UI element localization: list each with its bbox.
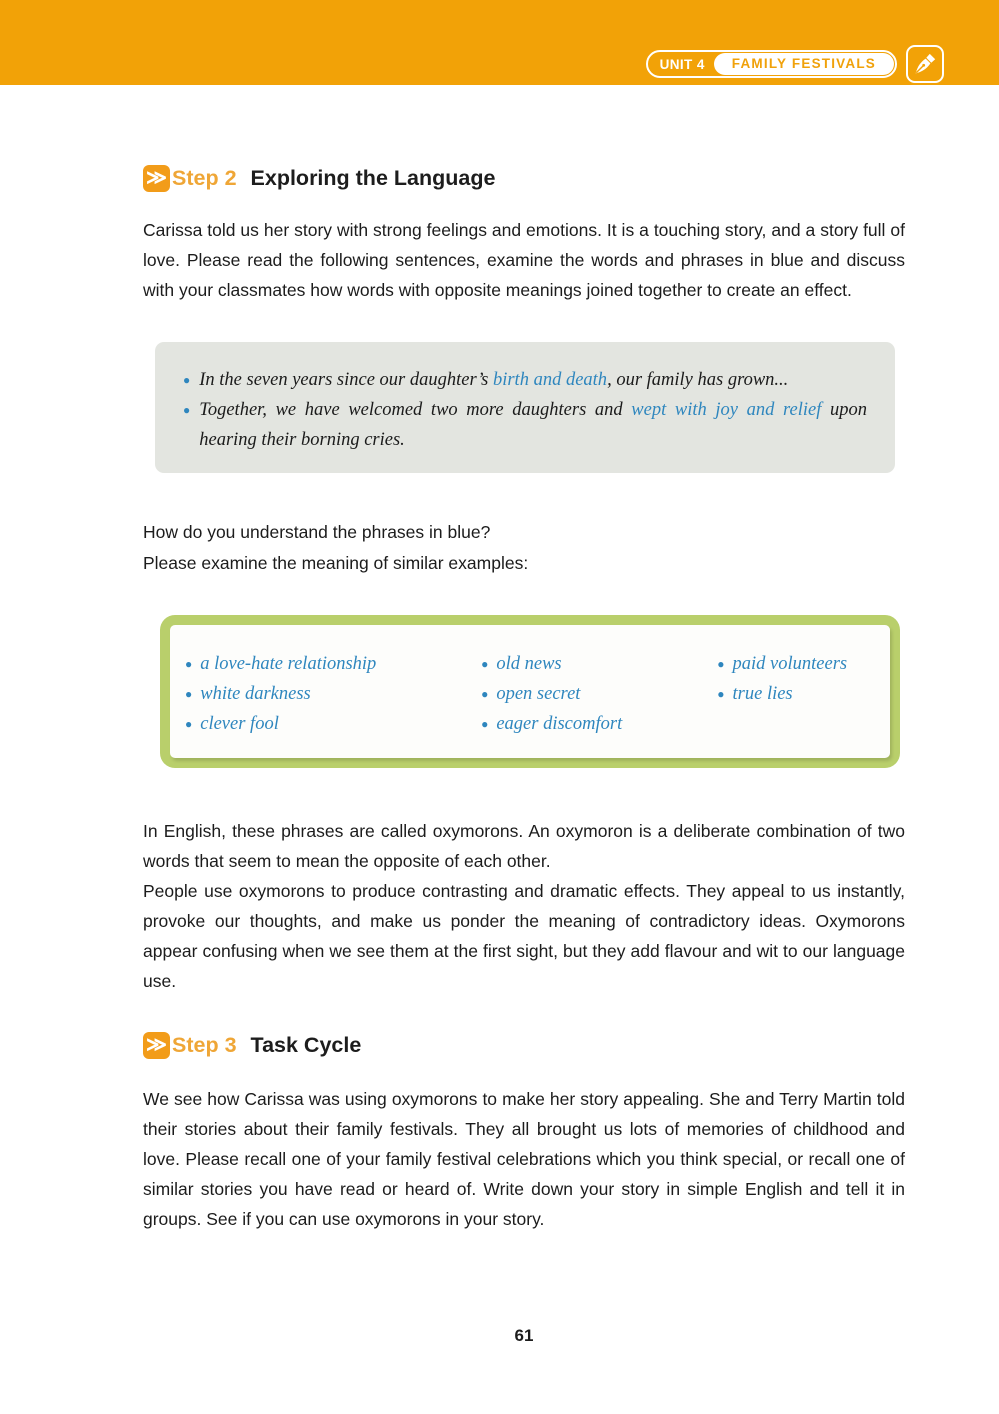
examples-column (481, 649, 717, 739)
examples-column (185, 649, 481, 739)
bullet-icon: ● (185, 687, 193, 701)
bullet-icon: ● (185, 657, 193, 671)
pen-icon (906, 45, 944, 83)
question-line: Please examine the meaning of similar examples: (143, 553, 529, 573)
explanation-paragraph: People use oxymorons to produce contrasting and dramatic effects. They appeal to us instantly, provoke our thoughts, and make us ponder the meaning of contradictory ideas. Oxymorons appear confusing when we see them at the first sight, but they add flavour and wit to our language use. (143, 881, 905, 991)
explanation-paragraph: In English, these phrases are called oxymorons. An oxymoron is a deliberate combination of two words that seem to mean the opposite of each other. (143, 821, 905, 871)
examples-column (717, 649, 890, 739)
header-band (0, 0, 999, 85)
quote-text: In the seven years since our daughter’s birth and death, our family has grown... (199, 370, 789, 390)
explanation-block (143, 816, 905, 996)
examples-box (160, 615, 900, 768)
examples-inner (170, 625, 890, 758)
step3-label: Step 3 (172, 1033, 237, 1057)
bullet-icon: ● (481, 657, 489, 671)
unit-title: FAMILY FESTIVALS (714, 53, 894, 75)
bullet-icon: ● (717, 687, 725, 701)
quote-item (183, 365, 867, 395)
step3-title: Task Cycle (250, 1033, 362, 1057)
quote-text: Together, we have welcomed two more daughters and wept with joy and relief upon hearing their borning cries. (199, 400, 868, 450)
example-item: ● true lies (717, 679, 890, 709)
step3-paragraph: We see how Carissa was using oxymorons to make her story appealing. She and Terry Martin told their stories about their family festivals. They all brought us lots of memories of childhood and love. Please recall one of your family festival celebrations which you think special, or recall one of similar stories you have read or heard of. Write down your story in simple English and tell it in groups. See if you can use oxymorons in your story. (143, 1089, 905, 1229)
header-right-group (646, 45, 944, 83)
bullet-icon: ● (183, 373, 191, 387)
example-item: ● eager discomfort (481, 709, 717, 739)
highlighted-phrase: birth and death (492, 370, 608, 390)
questions-block (143, 517, 905, 579)
example-item: ● white darkness (185, 679, 481, 709)
bullet-icon: ● (481, 717, 489, 731)
quote-box (155, 342, 895, 473)
step-arrow-icon: ≫ (143, 1032, 170, 1059)
bullet-icon: ● (183, 403, 191, 417)
question-line: How do you understand the phrases in blue? (143, 522, 491, 542)
bullet-icon: ● (185, 717, 193, 731)
example-item: ● clever fool (185, 709, 481, 739)
step2-heading (143, 165, 905, 192)
example-item: ● open secret (481, 679, 717, 709)
quote-item (183, 395, 867, 455)
bullet-icon: ● (717, 657, 725, 671)
highlighted-phrase: wept with joy and relief (631, 400, 822, 420)
page-content (0, 165, 999, 1346)
bullet-icon: ● (481, 687, 489, 701)
step3-heading (143, 1032, 905, 1059)
page-number: 61 (514, 1326, 534, 1345)
step2-title: Exploring the Language (250, 166, 496, 190)
step-arrow-icon: ≫ (143, 165, 170, 192)
unit-label: UNIT 4 (659, 56, 705, 72)
step2-intro-paragraph: Carissa told us her story with strong feelings and emotions. It is a touching story, and a story full of love. Please read the following sentences, examine the words and phrases in blue and discuss with your classmates how words with opposite meanings joined together to create an effect. (143, 220, 905, 300)
unit-badge (646, 50, 897, 78)
example-item: ● old news (481, 649, 717, 679)
step2-label: Step 2 (172, 166, 237, 190)
example-item: ● a love-hate relationship (185, 649, 481, 679)
example-item: ● paid volunteers (717, 649, 890, 679)
